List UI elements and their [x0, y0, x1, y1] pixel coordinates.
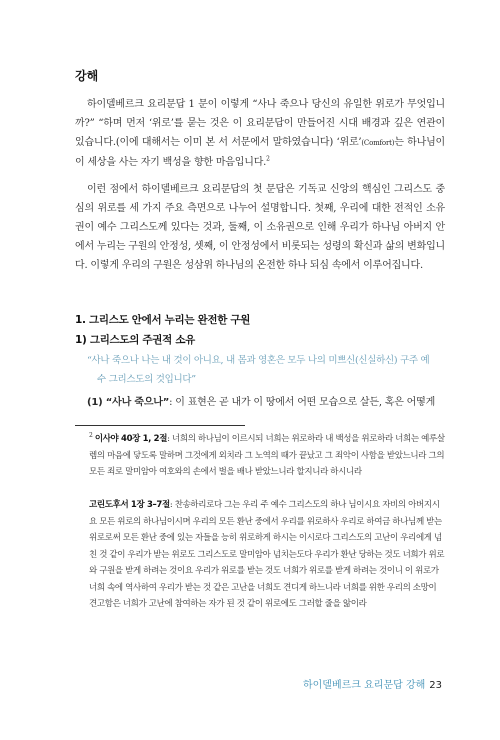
heading-complete-salvation: 1. 그리스도 안에서 누리는 완전한 구원 [75, 314, 251, 326]
quote-line-1: “사나 죽으나 나는 내 것이 아니요, 내 몸과 영혼은 모두 나의 미쁘신(신실하신) 구주 예 [87, 355, 430, 366]
subsection-label: (1) “사나 죽으나” [87, 397, 170, 408]
paragraph-intro-text-a: 하이델베르크 요리문답 1 문이 이렇게 “사나 죽으나 당신의 유일한 위로가 무엇입니까?” “하며 먼저 ‘위로’를 묻는 것은 이 요리문답이 만들어진 시대 배경과 깊은 연관이 있습니다.(이에 대해서는 이미 본 서 서문에서 말하였습니다) ‘위로’ [75, 99, 445, 148]
paragraph-overview: 이런 점에서 하이델베르크 요리문답의 첫 문답은 기독교 신앙의 핵심인 그리스도 중심의 위로를 세 가지 주요 측면으로 나누어 설명합니다. 첫째, 우리에 대한 전적인 소유권이 예수 그리스도께 있다는 것과, 둘째, 이 소유권으로 인해 우리가 하나님 아버지 안에서 누리는 구원의 안정성, 셋째, 이 안정성에서 비롯되는 성령의 확신과 삶의 변화입니다. 이렇게 우리의 구원은 성삼위 하나님의 온전한 하나 되심 속에서 이루어집니다. [75, 184, 445, 271]
section-title: 강해 [75, 69, 99, 83]
footnote-ref[interactable]: 2 [266, 155, 270, 163]
page-number: 23 [429, 680, 442, 691]
catechism-quote [87, 351, 445, 389]
subsection-text: : 이 표현은 곧 내가 이 땅에서 어떤 모습으로 살든, 혹은 어떻게 [169, 397, 436, 408]
footnote-isaiah-text: : 너희의 하나님이 이르시되 너희는 위로하라 내 백성을 위로하라 너희는 예루살렘의 마음에 닿도록 말하며 그것에게 외치라 그 노역의 때가 끝났고 그 죄악이 사함을 받았느니라 그의 모든 죄로 말미암아 여호와의 손에서 벌을 배나 받았느니라 할지니라 하시니라 [89, 434, 445, 477]
footnote-corinthians [89, 497, 445, 613]
heading-sovereign-ownership: 1) 그리스도의 주권적 소유 [75, 334, 196, 346]
quote-line-2: 수 그리스도의 것입니다” [97, 374, 196, 385]
comfort-term: (Comfort) [361, 139, 395, 147]
footnote-number: 2 [89, 432, 93, 440]
footnote-corinthians-ref: 고린도후서 1장 3–7절 [89, 500, 170, 510]
footnote-corinthians-text: : 찬송하리로다 그는 우리 주 예수 그리스도의 하나 님이시요 자비의 아버지시요 모든 위로의 하나님이시며 우리의 모든 환난 중에서 우리를 위로하사 우리로 하여금 하나님께 받는 위로로써 모든 환난 중에 있는 자들을 능히 위로하게 하시는 이시로다 그리스도의 고난이 우리에게 넘친 것 같이 우리가 받는 위로도 그리스도로 말미암아 넘치는도다 우리가 환난 당하는 것도 너희가 위로와 구원을 받게 하려는 것이요 우리가 위로를 받는 것도 너희가 위로를 받게 하려는 것이니 이 위로가 너희 속에 역사하여 우리가 받는 것 같은 고난을 너희도 견디게 하느니라 너희를 위한 우리의 소망이 견고함은 너희가 고난에 참여하는 자가 된 것 같이 위로에도 그러할 줄을 앎이라 [89, 500, 445, 609]
footnote-isaiah-ref: 이사야 40장 1, 2절 [94, 434, 168, 444]
page-footer [303, 676, 442, 691]
paragraph-intro-text-b: 는 하나님이 이 세상을 사는 자기 백성을 향한 마음입니다. [75, 137, 445, 168]
footer-book-title: 하이델베르크 요리문답 강해 [302, 680, 426, 691]
footnote-divider [75, 425, 245, 426]
footnote-isaiah [89, 431, 445, 481]
subsection-living-or-dying [87, 393, 445, 408]
paragraph-intro [75, 95, 445, 172]
